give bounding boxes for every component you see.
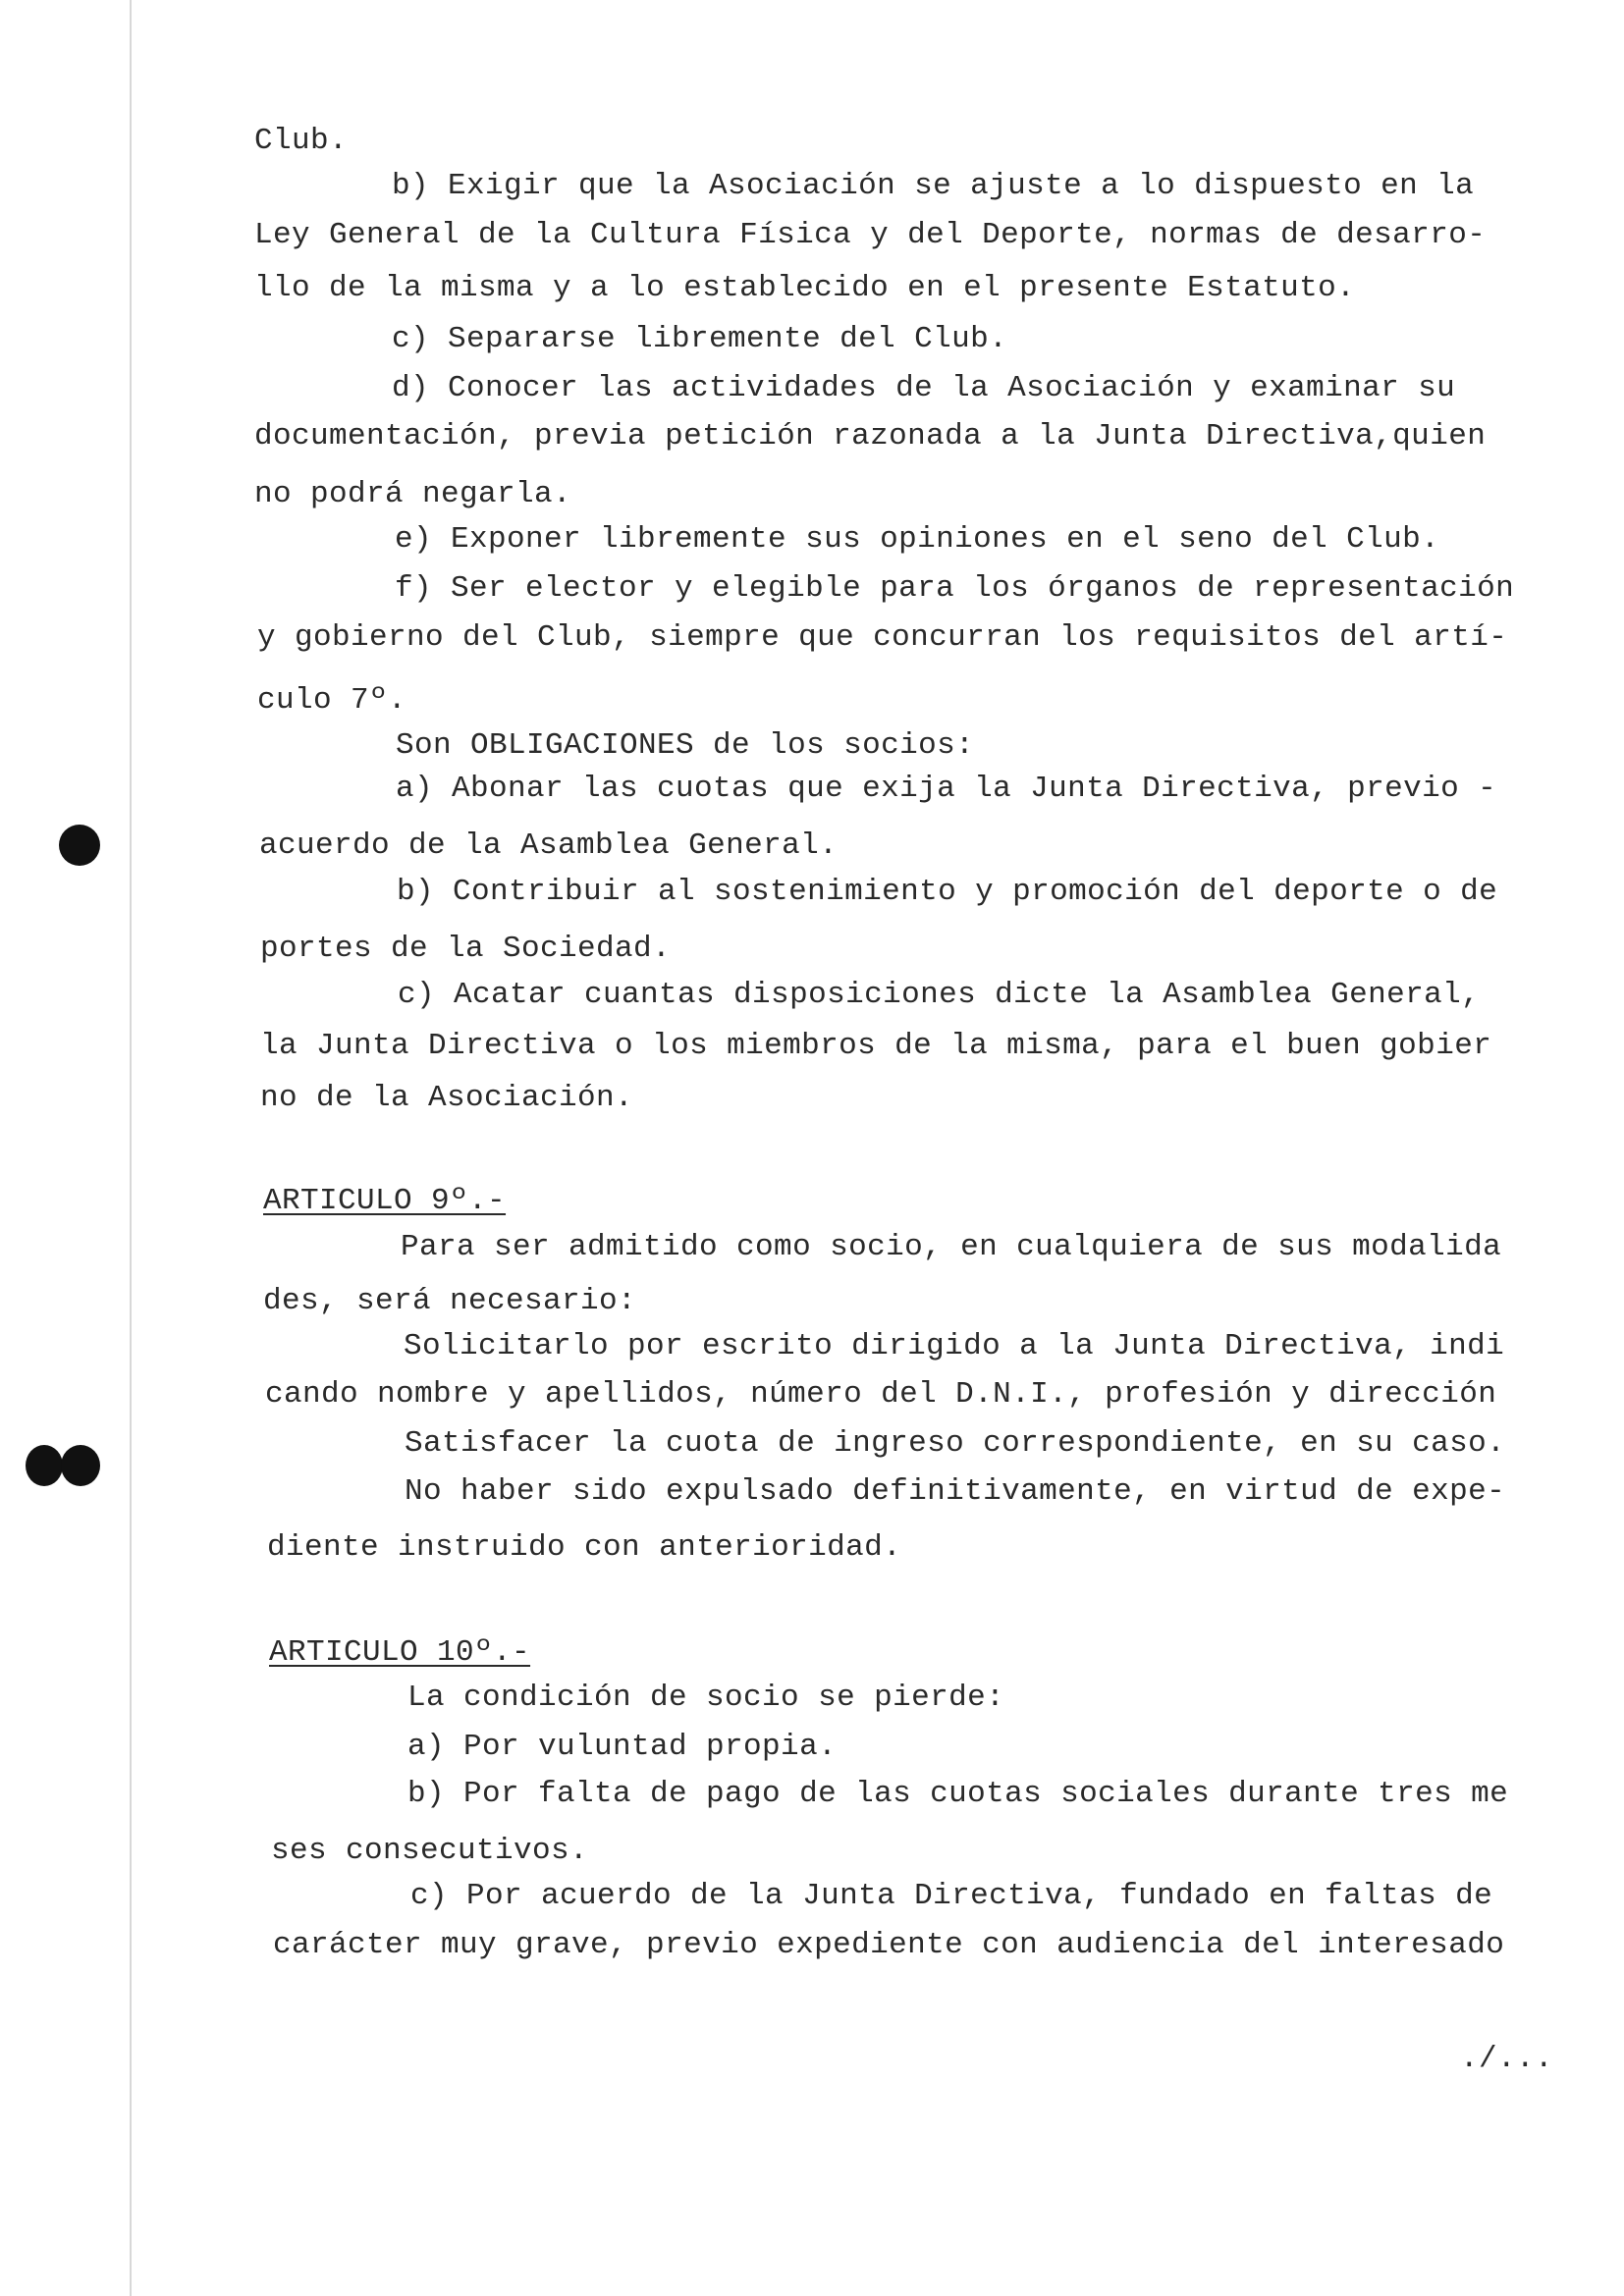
text-line: a) Abonar las cuotas que exija la Junta Directiva, previo - (396, 772, 1497, 806)
text-line: carácter muy grave, previo expediente con audiencia del interesado (273, 1928, 1505, 1962)
text-line: cando nombre y apellidos, número del D.N.I., profesión y dirección (265, 1377, 1497, 1412)
text-line: diente instruido con anterioridad. (267, 1530, 902, 1565)
continuation-mark: ./... (1460, 2042, 1554, 2076)
binder-hole-mark (61, 1445, 100, 1486)
text-line: f) Ser elector y elegible para los órganos de representación (395, 571, 1515, 606)
section-heading: ARTICULO 10º.- (269, 1635, 531, 1670)
text-line: acuerdo de la Asamblea General. (259, 828, 839, 863)
page-edge-shadow (130, 0, 132, 2296)
text-line: No haber sido expulsado definitivamente, en virtud de expe- (405, 1474, 1506, 1509)
text-line: documentación, previa petición razonada a la Junta Directiva,quien (254, 419, 1487, 454)
text-line: a) Por vuluntad propia. (407, 1730, 838, 1764)
binder-hole-mark (59, 825, 100, 866)
text-line: Satisfacer la cuota de ingreso correspondiente, en su caso. (405, 1426, 1506, 1461)
text-line: c) Separarse libremente del Club. (392, 322, 1008, 356)
text-line: Solicitarlo por escrito dirigido a la Junta Directiva, indi (404, 1329, 1505, 1363)
text-line: Ley General de la Cultura Física y del Deporte, normas de desarro- (254, 218, 1487, 252)
text-line: y gobierno del Club, siempre que concurran los requisitos del artí- (257, 620, 1508, 655)
text-line: ses consecutivos. (271, 1834, 589, 1868)
text-line: Club. (254, 124, 349, 158)
text-line: b) Exigir que la Asociación se ajuste a lo dispuesto en la (392, 169, 1475, 203)
binder-hole-mark (26, 1445, 63, 1486)
text-line: d) Conocer las actividades de la Asociación y examinar su (392, 371, 1456, 405)
text-line: b) Contribuir al sostenimiento y promoción del deporte o de (397, 875, 1498, 909)
text-line: llo de la misma y a lo establecido en el presente Estatuto. (254, 271, 1356, 305)
text-line: c) Acatar cuantas disposiciones dicte la Asamblea General, (398, 978, 1481, 1012)
section-heading: ARTICULO 9º.- (263, 1184, 507, 1218)
text-line: Son OBLIGACIONES de los socios: (396, 728, 975, 763)
text-line: e) Exponer libremente sus opiniones en el seno del Club. (395, 522, 1440, 557)
text-line: Para ser admitido como socio, en cualquiera de sus modalida (401, 1230, 1502, 1264)
text-line: culo 7º. (257, 683, 407, 718)
text-line: la Junta Directiva o los miembros de la misma, para el buen gobier (260, 1029, 1492, 1063)
text-line: no de la Asociación. (260, 1081, 634, 1115)
text-line: des, será necesario: (263, 1284, 637, 1318)
text-line: b) Por falta de pago de las cuotas sociales durante tres me (407, 1777, 1509, 1811)
text-line: no podrá negarla. (254, 477, 572, 511)
text-line: c) Por acuerdo de la Junta Directiva, fundado en faltas de (410, 1879, 1493, 1913)
text-line: La condición de socio se pierde: (407, 1681, 1005, 1715)
text-line: portes de la Sociedad. (260, 932, 672, 966)
